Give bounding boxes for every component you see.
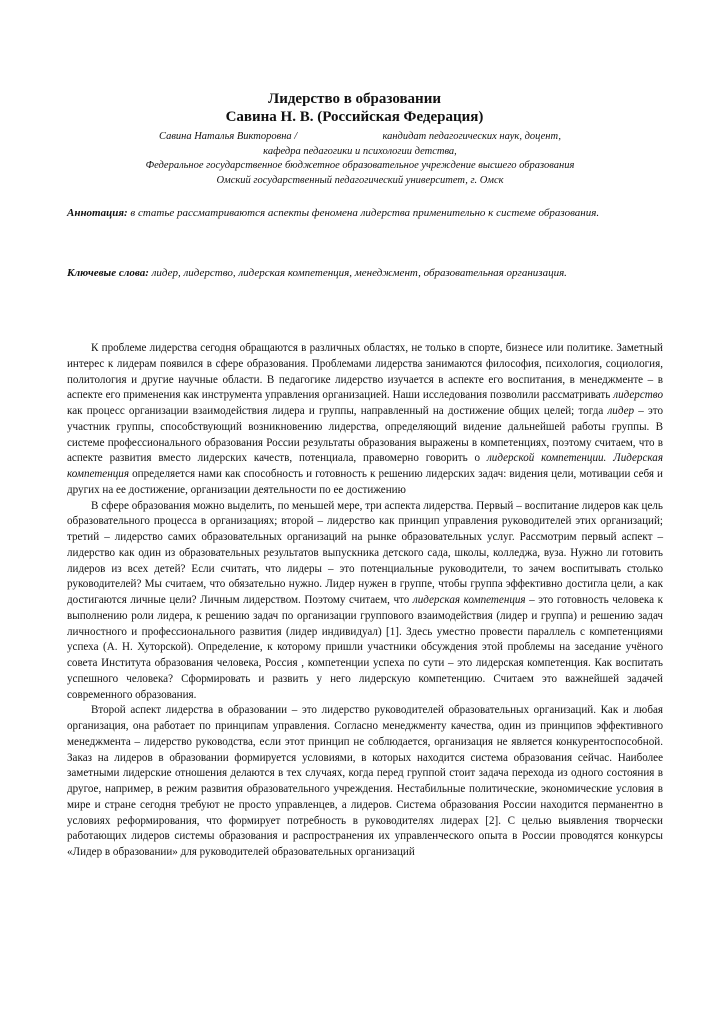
paragraph-1-text-a: К проблеме лидерства сегодня обращаются в различных областях, не только в спорте, бизнесе или политике. Заметный интерес к лидерам появился в сфере образования. Проблемами лидерства занимаются философия, психология, социология, политология и другие научные области. В педагогике лидерство изучается в аспекте его воспитания, в менеджменте – в аспекте его применения как инструмента управления организацией. Наши исследования позволили рассматривать	[67, 342, 663, 402]
paragraph-1-text-e: – это участник группы, способствующий возникновению лидерства, определяющий видение дальнейшей работы группы. В системе профессионального образования России результаты образования выражены в компетенциях, поэтому считаем, что в аспекте развития вместо лидерских качеств, потенциала, правомерно говорить о	[67, 405, 663, 465]
annotation-text: в статье рассматриваются аспекты феномена лидерства применительно к системе образования.	[127, 207, 600, 219]
author-degree: кандидат педагогических наук, доцент,	[382, 131, 561, 142]
article-body	[67, 341, 663, 861]
term-leadership-competence: лидерской компетенции. Лидерская компетенция	[67, 452, 663, 480]
annotation	[67, 206, 662, 221]
keywords-text: лидер, лидерство, лидерская компетенция, менеджмент, образовательная организация.	[148, 267, 567, 279]
author-full-name: Савина Наталья Викторовна /	[159, 131, 298, 142]
paper-title: Лидерство в образовании	[268, 91, 441, 107]
keywords-label: Ключевые слова:	[67, 267, 149, 279]
paragraph-2-text-a: В сфере образования можно выделить, по меньшей мере, три аспекта лидерства. Первый – воспитание лидеров как цель образовательного процесса в организациях; второй – лидерство как принцип управления руководителей этих организаций; третий – лидерство самих образовательных организаций на рынке образовательных услуг. Рассмотрим первый аспект – лидерство как один из образовательных результатов выпускника детского сада, школы, колледжа, вуза. Нужно ли готовить лидеров из всех детей? Если считать, что лидеры – это потенциальные руководители, то зачем воспитывать столько руководителей? Мы считаем, что обязательно нужно. Лидер нужен в группе, чтобы группа эффективно достигла цели, а как достигаются личные цели? Личным лидерством. Поэтому считаем, что	[67, 499, 663, 606]
paragraph-2	[67, 499, 663, 704]
keywords	[67, 266, 662, 281]
paragraph-1-text-c: как процесс организации взаимодействия лидера и группы, направленный на достижение общих целей; тогда	[67, 405, 608, 417]
term-leader: лидер	[607, 405, 635, 417]
paragraph-1	[67, 341, 663, 499]
author-institution: Федеральное государственное бюджетное образовательное учреждение высшего образования	[145, 160, 575, 171]
author-line: Савина Н. В. (Российская Федерация)	[225, 109, 484, 125]
term-leadership-competence-2: лидерская компетенция	[412, 594, 526, 606]
author-university: Омский государственный педагогический университет, г. Омск	[216, 174, 504, 186]
term-leadership: лидерство	[613, 389, 663, 402]
annotation-label: Аннотация:	[67, 207, 128, 219]
paragraph-2-text-c: – это готовность человека к выполнению роли лидера, к решению задач по организации группового взаимодействия (лидер и группа) и решению задач личностного и профессионального развития (лидер индивидуал) [1]. Здесь уместно провести параллель с компетенциями успеха (А. Н. Хуторской). Определение, к которому пришли участники обсуждения этой проблемы на заседание учёного совета Института образования человека, Россия , компетенции успеха по сути – это лидерская компетенция. Как воспитать успешного человека? Сформировать и развить у него лидерскую компетенцию. Считаем это важнейшей задачей современного образования.	[67, 594, 664, 701]
author-affiliation	[60, 130, 660, 188]
affiliation-first-line	[60, 130, 660, 145]
author-department: кафедра педагогики и психологии детства,	[263, 145, 457, 157]
paragraph-3: Второй аспект лидерства в образовании – это лидерство руководителей образовательных организаций. Как и любая организация, она работает по принципам управления. Согласно менеджменту качества, один из принципов эффективного менеджмента – лидерство руководства, если этот принцип не соблюдается, организация не является конкурентоспособной. Заказ на лидеров в образовании формируется условиями, в которых находится система образования сейчас. Наиболее заметными лидерские отношения делаются в тех случаях, когда перед группой стоит задача перехода из одного состояния в другое, например, в режим развития образовательного учреждения. Нестабильные политические, экономические условия в мире и стране сегодня требуют не просто управленцев, а лидеров. Система образования России находится перманентно в условиях реформирования, что формирует потребность в руководителях лидерах [2]. С целью выявления творчески работающих лидеров системы образования и распространения их управленческого опыта в России проводятся конкурсы «Лидер в образовании» для руководителей образовательных организаций	[67, 704, 663, 858]
paragraph-1-text-g: определяется нами как способность и готовность к решению лидерских задач: видения цели, мотивации себя и других на ее достижение, организации деятельности по ее достижению	[67, 468, 663, 496]
